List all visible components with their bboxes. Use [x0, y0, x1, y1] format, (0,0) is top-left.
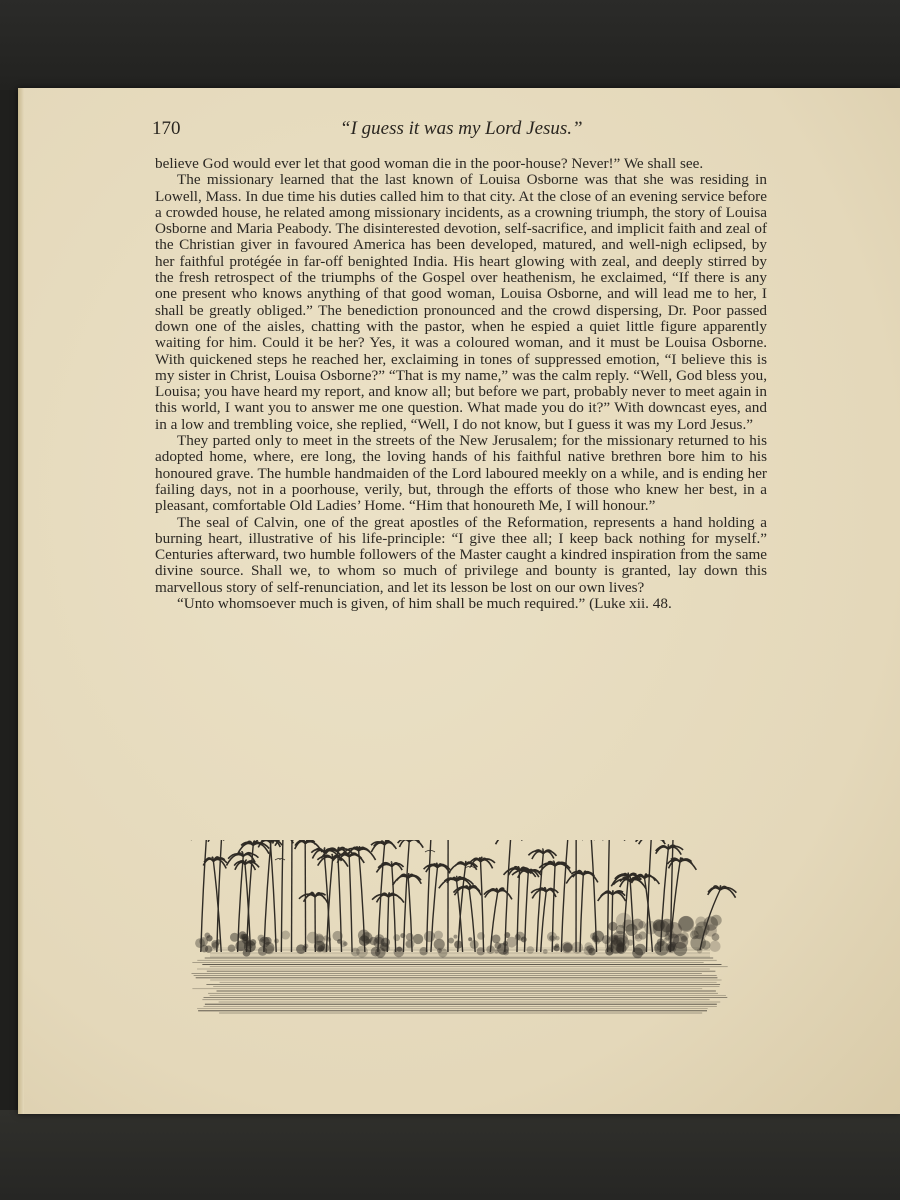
- running-head: [152, 118, 772, 144]
- paragraph: They parted only to meet in the streets of the New Jerusalem; for the missionary returned to his adopted home, where, ere long, the loving hands of his faithful native brethren bore him to his honoured grave. The humble handmaiden of the Lord laboured meekly on a while, and is ending her failing days, not in a poorhouse, verily, but, through the efforts of those who knew her best, in a pleasant, comfortable Old Ladies’ Home. “Him that honoureth Me, I will honour.”: [155, 432, 767, 515]
- chapter-title: “I guess it was my Lord Jesus.”: [340, 118, 583, 139]
- body-text: [155, 156, 767, 612]
- paragraph: “Unto whomsoever much is given, of him shall be much required.” (Luke xii. 48.: [177, 595, 672, 613]
- paragraph: The seal of Calvin, one of the great apostles of the Reformation, represents a hand holding a burning heart, illustrative of his life-principle: “I give thee all; I keep back nothing for myself.” Centuries afterward, two humble followers of the Master caught a kindred inspiration from the same divine source. Shall we, to whom so much of privilege and bounty is granted, lay down this marvellous story of self-renunciation, and let its lesson be lost on our own lives?: [155, 513, 767, 596]
- palm-trees: [191, 840, 737, 952]
- page-edge: [18, 88, 24, 1114]
- palm-grove-engraving-icon: [170, 840, 750, 1015]
- paragraph: believe God would ever let that good woman die in the poor-house? Never!” We shall see.: [155, 155, 704, 172]
- page-number: 170: [152, 118, 181, 139]
- backdrop-bottom: [0, 1110, 900, 1200]
- paragraph: The missionary learned that the last known of Louisa Osborne was that she was residing in Lowell, Mass. In due time his duties called him to that city. At the close of an evening service before a crowded house, he related among missionary incidents, as a crowning triumph, the story of Louisa Osborne and Maria Peabody. The disinterested devotion, self-sacrifice, and implicit faith and zeal of the Christian giver in favoured America has been developed, matured, and well-nigh eclipsed, by her faithful protégée in far-off benighted India. His heart glowing with zeal, and deeply stirred by the fresh retrospect of the triumphs of the Gospel over heathenism, he exclaimed, “If there is any one present who knows anything of that good woman, Louisa Osborne, and will lead me to her, I shall be greatly obliged.” The benediction pronounced and the crowd dispersing, Dr. Poor passed down one of the aisles, chatting with the pastor, when he espied a quiet little figure apparently waiting for him. Could it be her? Yes, it was a coloured woman, and it must be Louisa Osborne. With quickened steps he reached her, exclaiming in tones of suppressed emotion, “I believe this is my sister in Christ, Louisa Osborne?” “That is my name,” was the calm reply. “Well, God bless you, Louisa; you have heard my report, and know all; but before we part, probably never to meet again in this world, I want you to answer me one question. What made you do it?” With downcast eyes, and in a low and trembling voice, she replied, “Well, I do not know, but I guess it was my Lord Jesus.”: [155, 171, 767, 433]
- backdrop-top: [0, 0, 900, 90]
